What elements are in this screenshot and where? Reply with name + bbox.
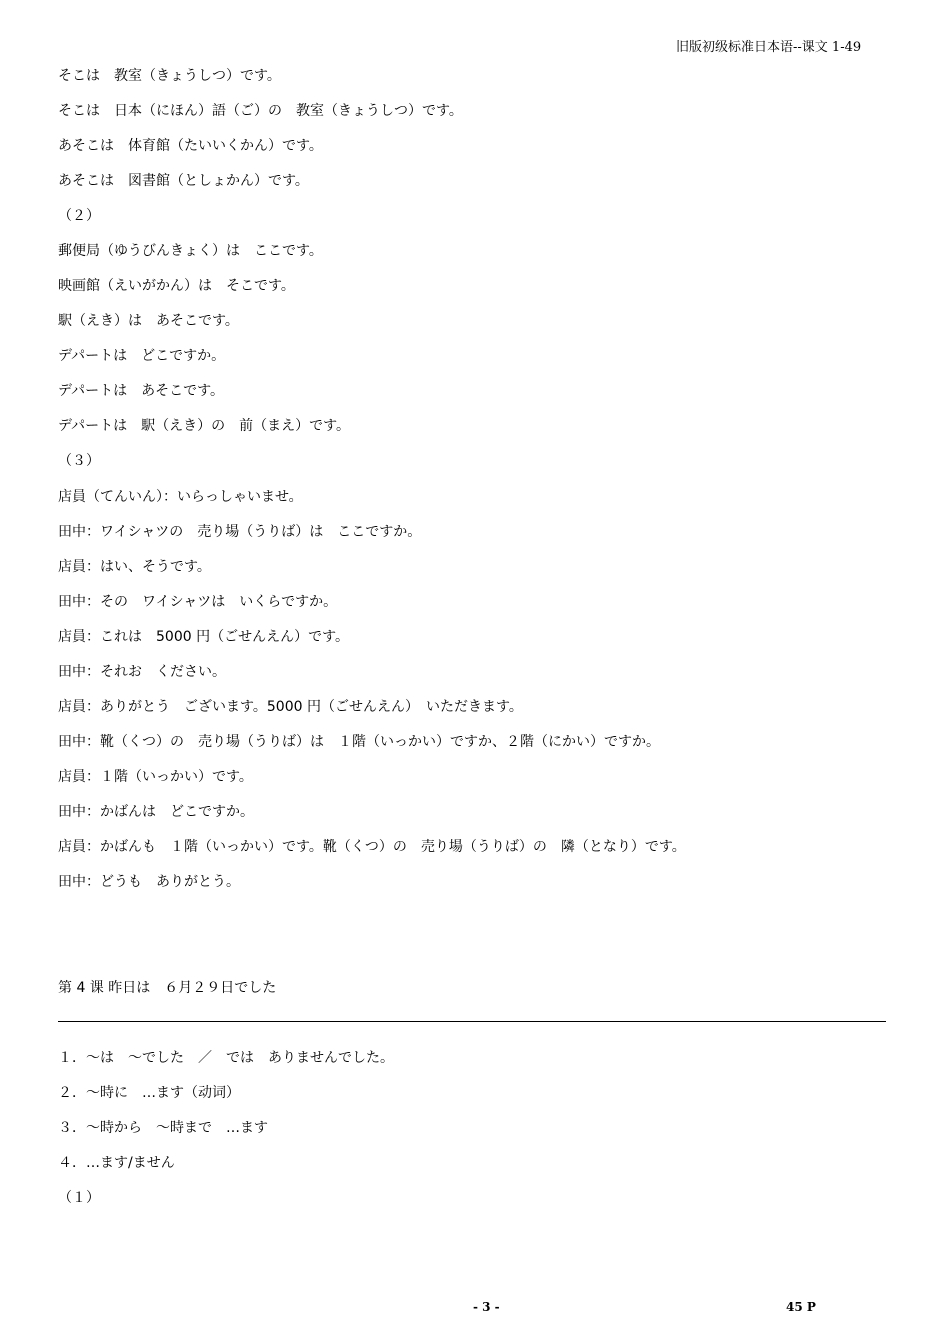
dialogue-line: 田中：かばんは どこですか。 (58, 804, 254, 820)
text-line: そこは 教室（きょうしつ）です。 (58, 68, 281, 84)
section-marker: （２） (58, 208, 100, 224)
text-line: そこは 日本（にほん）語（ご）の 教室（きょうしつ）です。 (58, 103, 463, 119)
page-number: - 3 - (473, 1300, 500, 1314)
grammar-point: １．～は ～でした ／ では ありませんでした。 (58, 1050, 394, 1066)
dialogue-line: 店員：１階（いっかい）です。 (58, 769, 253, 785)
dialogue-line: 店員：ありがとう ございます。5000 円（ごせんえん） いただきます。 (58, 699, 523, 715)
text-line: あそこは 図書館（としょかん）です。 (58, 173, 309, 189)
text-line: 郵便局（ゆうびんきょく）は ここです。 (58, 243, 323, 259)
dialogue-line: 田中：それお ください。 (58, 664, 226, 680)
text-line: デパートは どこですか。 (58, 348, 226, 364)
dialogue-line: 田中：どうも ありがとう。 (58, 874, 240, 890)
text-line: 映画館（えいがかん）は そこです。 (58, 278, 295, 294)
grammar-point: ２．～時に …ます（动词） (58, 1085, 240, 1101)
grammar-point: ３．～時から ～時まで …ます (58, 1120, 268, 1136)
text-line: 駅（えき）は あそこです。 (58, 313, 239, 329)
dialogue-line: 店員：これは 5000 円（ごせんえん）です。 (58, 629, 349, 645)
document-header: 旧版初级标准日本语--课文 1-49 (676, 40, 862, 55)
divider (58, 1021, 886, 1022)
dialogue-line: 田中：ワイシャツの 売り場（うりば）は ここですか。 (58, 524, 422, 540)
dialogue-line: 田中：靴（くつ）の 売り場（うりば）は １階（いっかい）ですか、２階（にかい）ですか。 (58, 734, 660, 750)
lesson-title: 第 4 课 昨日は ６月２９日でした (58, 980, 277, 996)
dialogue-line: 店員：かばんも １階（いっかい）です。靴（くつ）の 売り場（うりば）の 隣（となり）です。 (58, 839, 686, 855)
dialogue-line: 店員：はい、そうです。 (58, 559, 211, 575)
grammar-point: ４．…ます/ません (58, 1155, 175, 1171)
text-line: デパートは あそこです。 (58, 383, 225, 399)
page-count: 45 P (786, 1300, 816, 1314)
text-line: あそこは 体育館（たいいくかん）です。 (58, 138, 323, 154)
section-marker: （３） (58, 453, 100, 469)
dialogue-line: 店員（てんいん）：いらっしゃいませ。 (58, 489, 303, 505)
dialogue-line: 田中：その ワイシャツは いくらですか。 (58, 594, 338, 610)
text-line: デパートは 駅（えき）の 前（まえ）です。 (58, 418, 351, 434)
section-marker: （１） (58, 1190, 100, 1206)
